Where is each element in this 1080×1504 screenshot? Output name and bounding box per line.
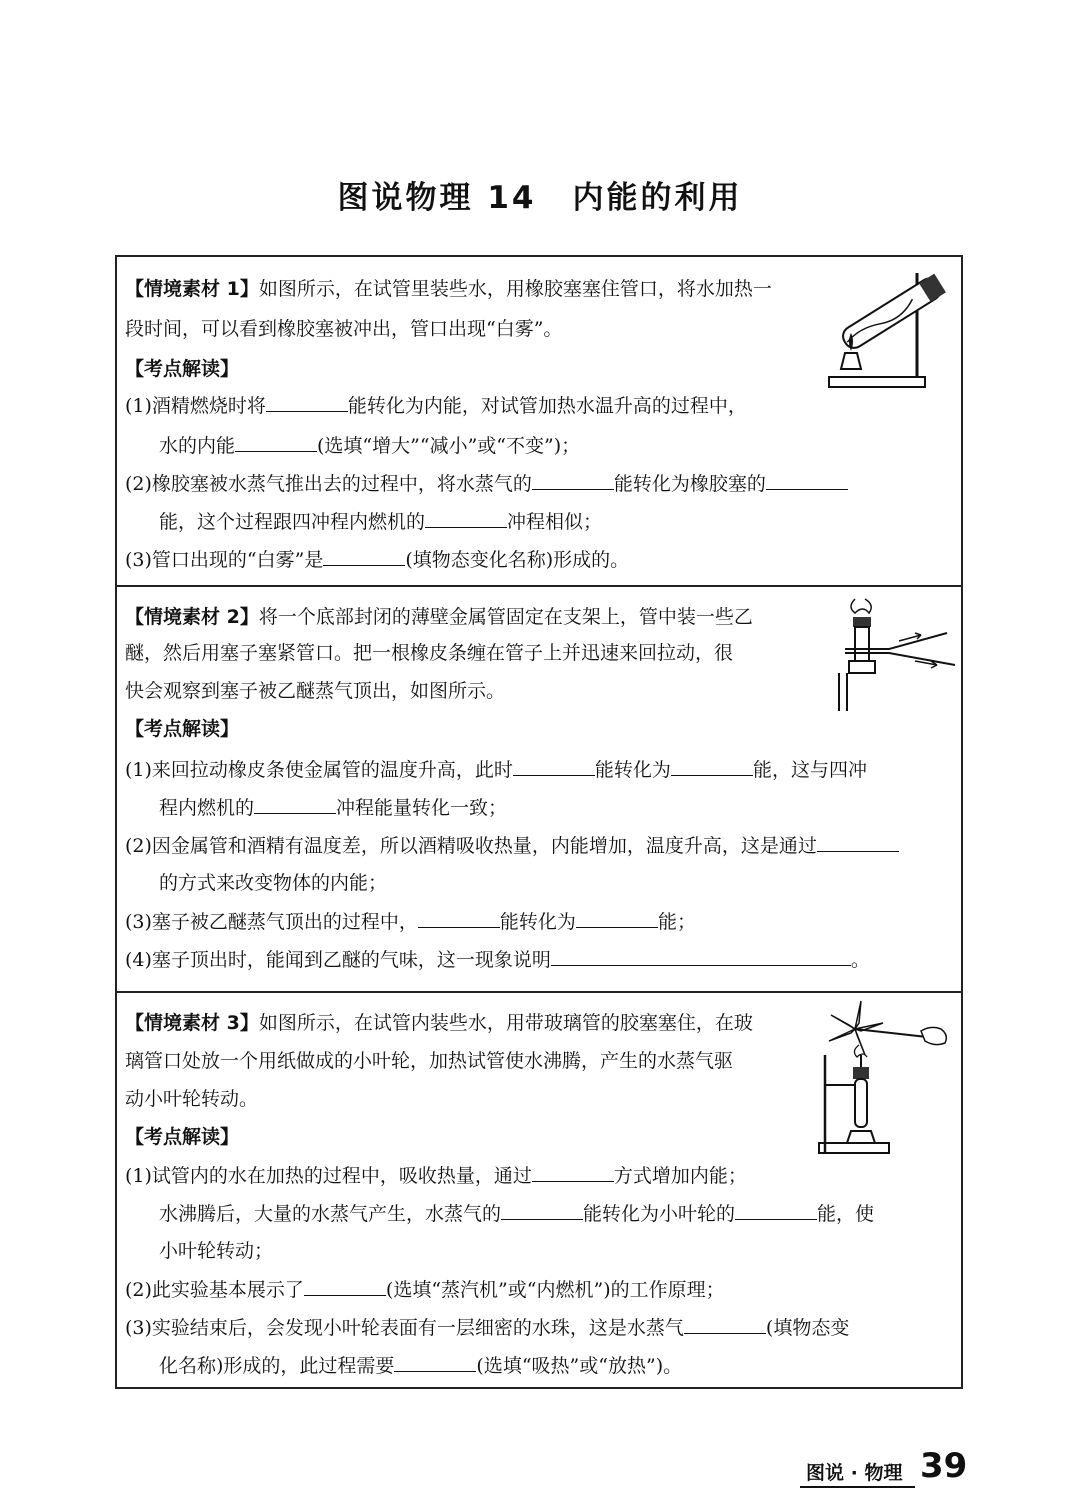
metal-tube-figure <box>829 593 961 713</box>
s3-q1-line-1: (1)试管内的水在加热的过程中，吸收热量，通过 方式增加内能； <box>125 1165 747 1187</box>
title-sub: 内能的利用 <box>572 180 743 216</box>
s1-intro-line-1: 【情境素材 1】如图所示，在试管里装些水，用橡胶塞塞住管口，将水加热一 <box>125 278 772 300</box>
s1-q1-line-2: 水的内能 (选填“增大”“减小”或“不变”)； <box>159 435 581 457</box>
footer-rule <box>800 1486 915 1488</box>
answer-blank[interactable] <box>671 757 753 776</box>
page-number: 39 <box>920 1446 968 1486</box>
title-main: 图说物理 14 <box>337 180 537 216</box>
s3-intro-line-3: 动小叶轮转动。 <box>125 1088 259 1110</box>
s2-label: 【情境素材 2】 <box>125 606 259 628</box>
answer-blank[interactable] <box>266 393 348 412</box>
s3-q1-line-3: 小叶轮转动； <box>159 1240 274 1262</box>
s2-intro-line-2: 醚，然后用塞子塞紧管口。把一根橡皮条缠在管子上并迅速来回拉动，很 <box>125 642 734 664</box>
footer-label: 图说 · 物理 <box>806 1462 903 1484</box>
answer-blank[interactable] <box>418 909 500 928</box>
s2-section-head: 【考点解读】 <box>125 718 240 740</box>
answer-blank[interactable] <box>513 757 595 776</box>
s3-label: 【情境素材 3】 <box>125 1012 259 1034</box>
answer-blank[interactable] <box>684 1315 766 1334</box>
s3-q1-line-2: 水沸腾后，大量的水蒸气产生，水蒸气的 能转化为小叶轮的 能，使 <box>159 1203 875 1225</box>
answer-blank[interactable] <box>501 1201 583 1220</box>
s1-q2-line-2: 能，这个过程跟四冲程内燃机的 冲程相似； <box>159 511 603 533</box>
s3-q3-line-2: 化名称)形成的，此过程需要 (选填“吸热”或“放热”)。 <box>159 1355 683 1377</box>
answer-blank[interactable] <box>254 795 336 814</box>
answer-blank[interactable] <box>576 909 658 928</box>
section-2 <box>117 587 961 993</box>
s2-q3: (3)塞子被乙醚蒸气顶出的过程中， 能转化为 能； <box>125 911 696 933</box>
s2-q1-line-1: (1)来回拉动橡皮条使金属管的温度升高，此时 能转化为 能，这与四冲 <box>125 759 867 781</box>
s1-label: 【情境素材 1】 <box>125 278 259 300</box>
answer-blank[interactable] <box>532 1163 614 1182</box>
s3-section-head: 【考点解读】 <box>125 1126 240 1148</box>
section-3 <box>117 993 961 1389</box>
answer-blank[interactable] <box>394 1353 476 1372</box>
answer-blank[interactable] <box>323 547 405 566</box>
s1-q1-line-1: (1)酒精燃烧时将 能转化为内能，对试管加热水温升高的过程中， <box>125 395 747 417</box>
answer-blank[interactable] <box>766 471 848 490</box>
answer-blank[interactable] <box>235 433 317 452</box>
s1-intro-line-2: 段时间，可以看到橡胶塞被冲出，管口出现“白雾”。 <box>125 318 563 340</box>
s3-q2: (2)此实验基本展示了 (选填“蒸汽机”或“内燃机”)的工作原理； <box>125 1279 725 1301</box>
s2-q2-line-2: 的方式来改变物体的内能； <box>159 872 388 894</box>
test-tube-heating-figure <box>827 265 957 395</box>
pinwheel-figure <box>817 995 963 1157</box>
answer-blank[interactable] <box>551 947 851 966</box>
answer-blank[interactable] <box>735 1201 817 1220</box>
s2-intro-line-1: 【情境素材 2】将一个底部封闭的薄壁金属管固定在支架上，管中装一些乙 <box>125 606 753 628</box>
answer-blank[interactable] <box>532 471 614 490</box>
answer-blank[interactable] <box>304 1277 386 1296</box>
s2-intro-line-3: 快会观察到塞子被乙醚蒸气顶出，如图所示。 <box>125 680 506 702</box>
answer-blank[interactable] <box>817 833 899 852</box>
content-frame <box>115 255 963 1389</box>
s1-q3: (3)管口出现的“白雾”是 (填物态变化名称)形成的。 <box>125 549 630 571</box>
s2-q4: (4)塞子顶出时，能闻到乙醚的气味，这一现象说明 。 <box>125 949 870 971</box>
s3-intro-line-2: 璃管口处放一个用纸做成的小叶轮，加热试管使水沸腾，产生的水蒸气驱 <box>125 1050 734 1072</box>
answer-blank[interactable] <box>425 509 507 528</box>
s2-q2-line-1: (2)因金属管和酒精有温度差，所以酒精吸收热量，内能增加，温度升高，这是通过 <box>125 833 899 858</box>
s1-section-head: 【考点解读】 <box>125 358 240 380</box>
s1-q2-line-1: (2)橡胶塞被水蒸气推出去的过程中，将水蒸气的 能转化为橡胶塞的 <box>125 471 848 496</box>
page-title <box>0 172 1080 217</box>
s3-q3-line-1: (3)实验结束后，会发现小叶轮表面有一层细密的水珠，这是水蒸气 (填物态变 <box>125 1317 850 1339</box>
s3-intro-line-1: 【情境素材 3】如图所示，在试管内装些水，用带玻璃管的胶塞塞住，在玻 <box>125 1012 753 1034</box>
section-1 <box>117 257 961 587</box>
s2-q1-line-2: 程内燃机的 冲程能量转化一致； <box>159 797 508 819</box>
